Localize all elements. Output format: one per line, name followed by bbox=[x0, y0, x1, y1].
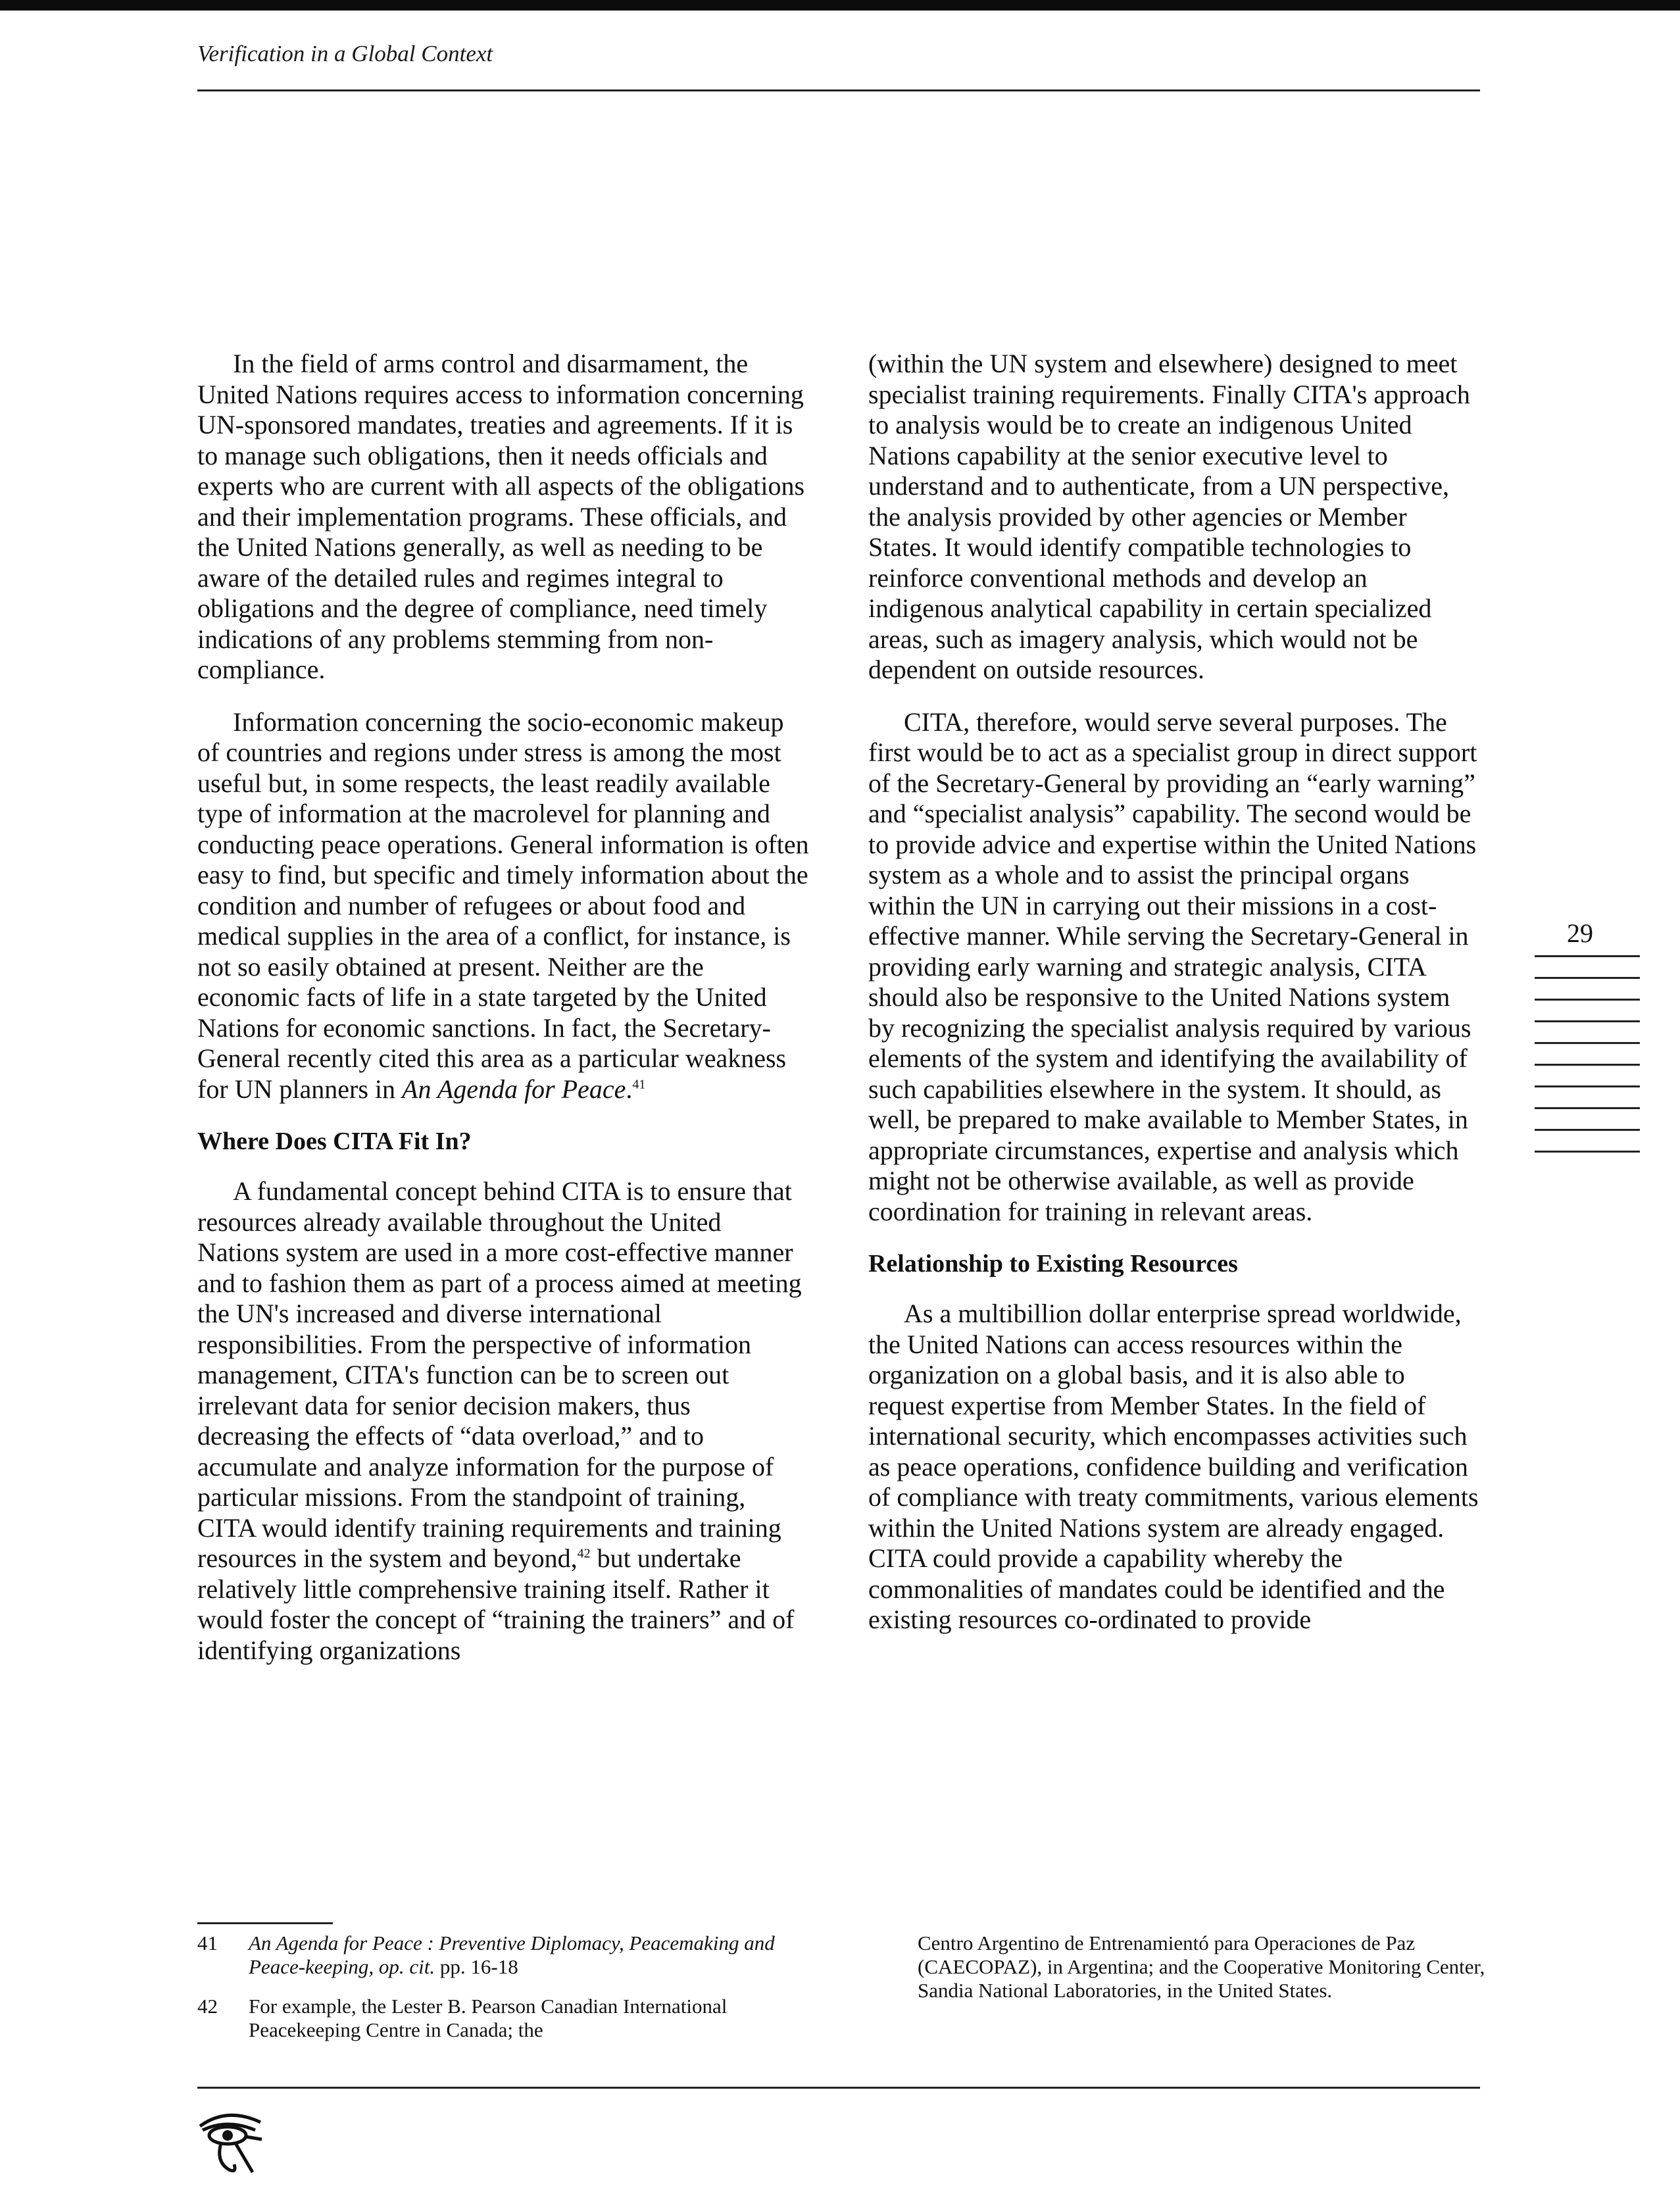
footnote-number: 41 bbox=[197, 1931, 218, 1954]
footnote-rule bbox=[197, 1922, 333, 1924]
right-paragraph-1: (within the UN system and elsewhere) designed to meet specialist training requirements. Finally CITA's approach to analysis would be to create an indigenous United Nations capability at the senior executive level to understand and to authenticate, from a UN perspective, the analysis provided by other agencies or Member States. It would identify compatible technologies to reinforce conventional methods and develop an indigenous analytical capability in certain specialized areas, such as imagery analysis, which would not be dependent on outside resources. bbox=[868, 349, 1470, 684]
footnote-42 bbox=[197, 1995, 789, 2042]
left-column bbox=[197, 349, 809, 1687]
right-paragraph-2: CITA, therefore, would serve several purposes. The first would be to act as a specialist group in direct support of the Secretary-General by providing an “early warning” and “specialist analysis” capability. The second would be to provide advice and expertise within the United Nations system as a whole and to assist the principal organs within the UN in carrying out their missions in a cost-effective manner. While serving the Secretary-General in providing early warning and strategic analysis, CITA should also be responsive to the United Nations system by recognizing the specialist analysis required by various elements of the system and identifying the availability of such capabilities elsewhere in the system. It should, as well, be prepared to make available to Member States, in appropriate circumstances, expertise and analysis which might not be otherwise available, as well as provide coordination for training in relevant areas. bbox=[868, 707, 1477, 1226]
right-paragraph-3: As a multibillion dollar enterprise spread worldwide, the United Nations can access resources within the organization on a global basis, and it is also able to request expertise from Member States. In the field of international security, which encompasses activities such as peace operations, confidence building and verification of compliance with treaty commitments, various elements within the United Nations system are already engaged. CITA could provide a capability whereby the commonalities of mandates could be identified and the existing resources co-ordinated to provide bbox=[868, 1299, 1479, 1634]
footnote-41: 41 An Agenda for Peace : Preventive Diplomacy, Peacemaking and Peace-keeping, op. cit. pp. 16-18 bbox=[197, 1931, 775, 1978]
eye-of-horus-icon bbox=[197, 2104, 263, 2176]
footnote-ref-41: 41 bbox=[632, 1077, 646, 1092]
footnote-title: An Agenda for Peace : Preventive Diplomacy, Peacemaking and Peace-keeping, op. cit. bbox=[249, 1931, 775, 1978]
footnote-42-continued: Centro Argentino de Entrenamientó para Operaciones de Paz (CAECOPAZ), in Argentina; and the Cooperative Monitoring Center, Sandia National Laboratories, in the United States. bbox=[918, 1931, 1485, 2002]
agenda-title: An Agenda for Peace bbox=[402, 1074, 626, 1104]
left-paragraph-3: A fundamental concept behind CITA is to ensure that resources already available throughout the United Nations system are used in a more cost-effective manner and to fashion them as part of a process aimed at meeting the UN's increased and diverse international responsibilities. From the perspective of information management, CITA's function can be to screen out irrelevant data for senior decision makers, thus decreasing the effects of “data overload,” and to accumulate and analyze information for the purpose of particular missions. From the standpoint of training, CITA would identify training requirements and training resources in the system and beyond,$^{42}$ but undertake relatively little comprehensive training itself. Rather it would foster the concept of “training the trainers” and of identifying organizations bbox=[197, 1176, 802, 1665]
footnote-text: For example, the Lester B. Pearson Canadian International Peacekeeping Centre in Canada; the bbox=[249, 1995, 728, 2041]
footnote-ref-42: 42 bbox=[577, 1546, 591, 1561]
section-heading-resources: Relationship to Existing Resources bbox=[868, 1250, 1238, 1278]
right-column bbox=[868, 349, 1480, 1657]
left-paragraph-2: Information concerning the socio-economic makeup of countries and regions under stress is among the most useful but, in some respects, the least readily available type of information at the macrolevel for planning and conducting peace operations. General information is often easy to find, but specific and timely information about the condition and number of refugees or about food and medical supplies in the area of a conflict, for instance, is not so easily obtained at present. Neither are the economic facts of life in a state targeted by the United Nations for economic sanctions. In fact, the Secretary-General recently cited this area as a particular weakness for UN planners in An Agenda for Peace.$^{41}$ bbox=[197, 707, 809, 1104]
footnote-number: 42 bbox=[197, 1995, 218, 2018]
footnotes-left bbox=[197, 1931, 789, 2058]
margin-rule-lines bbox=[1535, 955, 1640, 1172]
left-paragraph-1: In the field of arms control and disarmament, the United Nations requires access to information concerning UN-sponsored mandates, treaties and agreements. If it is to manage such obligations, then it needs officials and experts who are current with all aspects of the obligations and their implementation programs. These officials, and the United Nations generally, as well as needing to be aware of the detailed rules and regimes integral to obligations and the degree of compliance, need timely indications of any problems stemming from non-compliance. bbox=[197, 349, 805, 684]
running-head: Verification in a Global Context bbox=[197, 41, 493, 66]
page-number: 29 bbox=[1567, 918, 1593, 948]
section-heading-cita: Where Does CITA Fit In? bbox=[197, 1128, 472, 1155]
top-edge-bar bbox=[0, 0, 1680, 11]
header-rule bbox=[197, 89, 1480, 91]
footer-rule bbox=[197, 2087, 1480, 2089]
